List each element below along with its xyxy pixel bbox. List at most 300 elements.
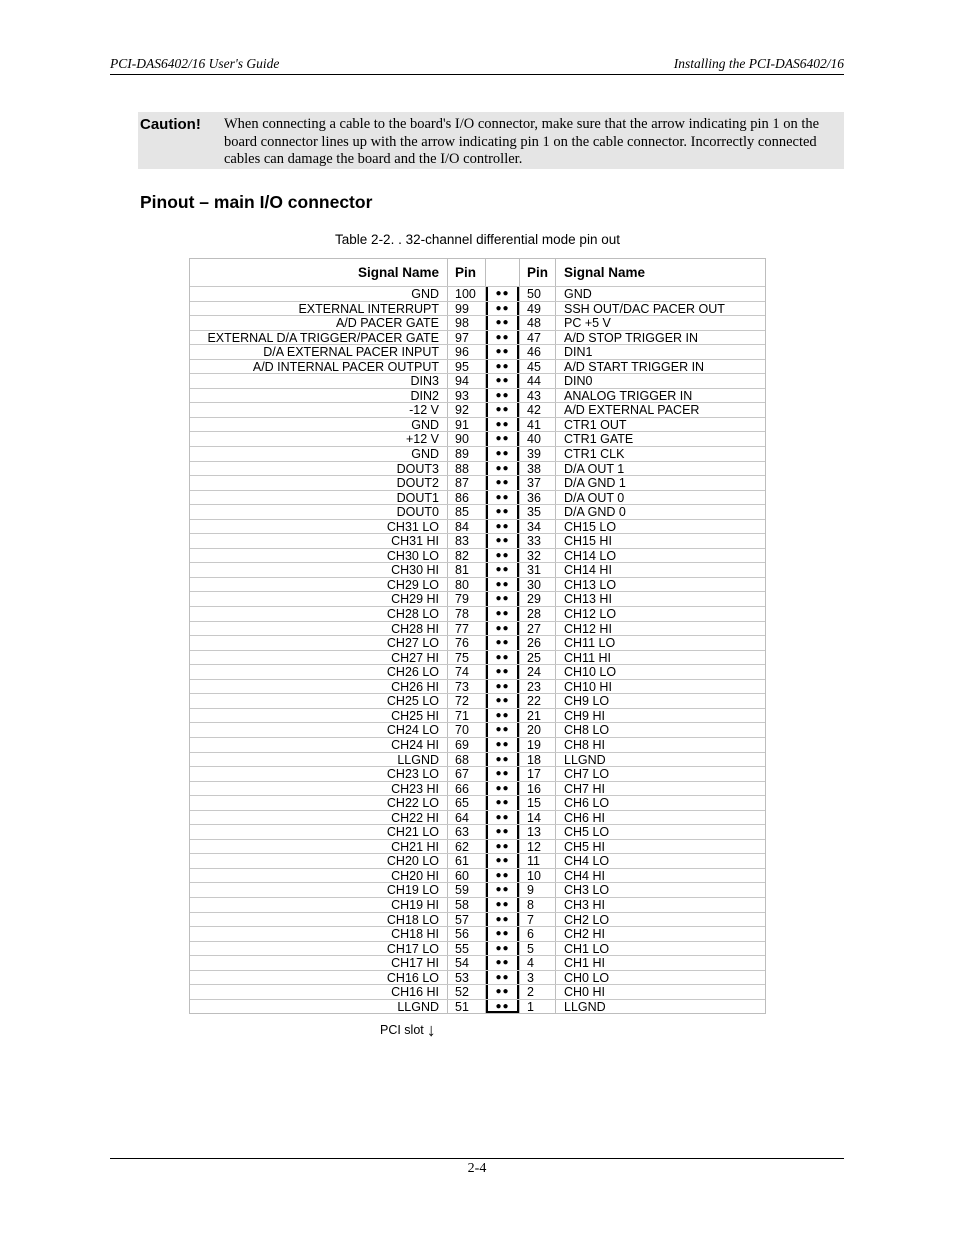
right-signal-name: CH14 LO: [564, 548, 617, 563]
left-signal-name: CH19 HI: [190, 898, 448, 912]
connector-pins-icon: ●●: [486, 723, 519, 737]
left-pin-number: 87: [448, 476, 486, 490]
left-signal-name: CH25 LO: [190, 694, 448, 708]
right-pin-number: 12: [519, 840, 556, 854]
left-signal-name: DOUT2: [190, 476, 448, 490]
left-signal-name: CH24 LO: [190, 723, 448, 737]
right-pin-number: 35: [519, 505, 556, 519]
right-pin-number: 39: [519, 447, 556, 461]
left-signal-name: CH21 LO: [190, 825, 448, 839]
connector-pins-icon: ●●: [486, 927, 519, 941]
left-signal-name: CH18 LO: [190, 913, 448, 927]
left-pin-number: 80: [448, 578, 486, 592]
right-signal-name: CH13 HI: [564, 592, 612, 607]
left-pin-number: 95: [448, 360, 486, 374]
right-signal-name: CH6 LO: [564, 796, 610, 811]
table-row: [190, 286, 765, 301]
table-row: [190, 344, 765, 359]
right-pin-number: 18: [519, 753, 556, 767]
connector-pins-icon: ●●: [486, 374, 519, 388]
connector-pins-icon: ●●: [486, 709, 519, 723]
table-row: [190, 693, 765, 708]
connector-pins-icon: ●●: [486, 287, 519, 301]
table-row: [190, 708, 765, 723]
header-right-signal: Signal Name: [564, 265, 646, 280]
connector-pins-icon: ●●: [486, 1000, 519, 1014]
left-pin-number: 57: [448, 913, 486, 927]
connector-pins-icon: ●●: [486, 651, 519, 665]
left-pin-number: 99: [448, 302, 486, 316]
right-signal-name: CTR1 OUT: [564, 417, 627, 432]
left-signal-name: LLGND: [190, 1000, 448, 1014]
connector-pins-icon: ●●: [486, 607, 519, 621]
left-signal-name: DOUT1: [190, 491, 448, 505]
table-row: [190, 562, 765, 577]
left-signal-name: CH27 HI: [190, 651, 448, 665]
header-doc-title: PCI-DAS6402/16 User's Guide: [110, 56, 280, 71]
table-row: [190, 941, 765, 956]
table-row: [190, 868, 765, 883]
right-signal-name: CH3 LO: [564, 883, 610, 898]
left-pin-number: 61: [448, 854, 486, 868]
connector-pins-icon: ●●: [486, 622, 519, 636]
right-signal-name: CH7 HI: [564, 781, 605, 796]
right-pin-number: 25: [519, 651, 556, 665]
left-pin-number: 85: [448, 505, 486, 519]
left-pin-number: 75: [448, 651, 486, 665]
connector-pins-icon: ●●: [486, 942, 519, 956]
table-row: [190, 781, 765, 796]
right-signal-name: CH10 HI: [564, 679, 612, 694]
left-signal-name: DOUT0: [190, 505, 448, 519]
right-pin-number: 38: [519, 462, 556, 476]
caution-text: When connecting a cable to the board's I/O connector, make sure that the arrow indicating pin 1 on the board connector lines up with the arrow indicating pin 1 on the cable connector. Incorrectly connected cables can damage the board and the I/O controller.: [224, 116, 820, 167]
table-row: [190, 737, 765, 752]
connector-pins-icon: ●●: [486, 898, 519, 912]
table-row: [190, 635, 765, 650]
right-pin-number: 32: [519, 549, 556, 563]
right-signal-name: CH15 HI: [564, 534, 612, 549]
right-pin-number: 28: [519, 607, 556, 621]
connector-pins-icon: ●●: [486, 883, 519, 897]
right-pin-number: 43: [519, 389, 556, 403]
connector-pins-icon: ●●: [486, 505, 519, 519]
left-signal-name: EXTERNAL INTERRUPT: [190, 302, 448, 316]
right-signal-name: LLGND: [564, 999, 606, 1014]
left-signal-name: CH17 HI: [190, 956, 448, 970]
left-signal-name: CH20 LO: [190, 854, 448, 868]
left-pin-number: 66: [448, 782, 486, 796]
table-row: [190, 519, 765, 534]
left-pin-number: 74: [448, 665, 486, 679]
connector-pins-icon: ●●: [486, 869, 519, 883]
right-signal-name: CH4 LO: [564, 854, 610, 869]
right-pin-number: 48: [519, 316, 556, 330]
right-signal-name: A/D START TRIGGER IN: [564, 359, 705, 374]
left-signal-name: LLGND: [190, 753, 448, 767]
left-signal-name: CH26 HI: [190, 680, 448, 694]
connector-pins-icon: ●●: [486, 825, 519, 839]
table-row: [190, 373, 765, 388]
header-connector: [486, 259, 519, 286]
table-row: [190, 548, 765, 563]
right-pin-number: 19: [519, 738, 556, 752]
right-pin-number: 10: [519, 869, 556, 883]
right-signal-name: D/A GND 0: [564, 505, 626, 520]
left-pin-number: 56: [448, 927, 486, 941]
right-pin-number: 36: [519, 491, 556, 505]
right-signal-name: CH14 HI: [564, 563, 612, 578]
right-signal-name: CH13 LO: [564, 577, 617, 592]
left-pin-number: 77: [448, 622, 486, 636]
header-left-pin: Pin: [448, 259, 486, 286]
right-signal-name: A/D STOP TRIGGER IN: [564, 330, 699, 345]
right-pin-number: 4: [519, 956, 556, 970]
right-pin-number: 17: [519, 767, 556, 781]
connector-pins-icon: ●●: [486, 665, 519, 679]
right-pin-number: 34: [519, 520, 556, 534]
right-pin-number: 23: [519, 680, 556, 694]
table-row: [190, 490, 765, 505]
right-signal-name: CH6 HI: [564, 810, 605, 825]
table-row: [190, 431, 765, 446]
connector-pins-icon: ●●: [486, 592, 519, 606]
left-pin-number: 76: [448, 636, 486, 650]
left-pin-number: 53: [448, 971, 486, 985]
connector-pins-icon: ●●: [486, 694, 519, 708]
connector-pins-icon: ●●: [486, 331, 519, 345]
right-pin-number: 21: [519, 709, 556, 723]
table-row: [190, 882, 765, 897]
right-pin-number: 26: [519, 636, 556, 650]
table-caption: Table 2-2. . 32-channel differential mode pin out: [335, 232, 620, 247]
left-pin-number: 58: [448, 898, 486, 912]
left-signal-name: CH22 LO: [190, 796, 448, 810]
left-pin-number: 92: [448, 403, 486, 417]
right-pin-number: 33: [519, 534, 556, 548]
left-pin-number: 55: [448, 942, 486, 956]
right-signal-name: CH15 LO: [564, 519, 617, 534]
left-pin-number: 100: [448, 287, 486, 301]
right-pin-number: 8: [519, 898, 556, 912]
left-signal-name: CH18 HI: [190, 927, 448, 941]
left-signal-name: CH31 LO: [190, 520, 448, 534]
right-pin-number: 5: [519, 942, 556, 956]
table-row: [190, 810, 765, 825]
table-row: [190, 621, 765, 636]
table-row: [190, 999, 765, 1014]
left-pin-number: 89: [448, 447, 486, 461]
left-pin-number: 94: [448, 374, 486, 388]
left-signal-name: CH19 LO: [190, 883, 448, 897]
left-signal-name: D/A EXTERNAL PACER INPUT: [190, 345, 448, 359]
left-signal-name: CH29 HI: [190, 592, 448, 606]
header-section-title: Installing the PCI-DAS6402/16: [673, 56, 844, 71]
connector-pins-icon: ●●: [486, 854, 519, 868]
right-pin-number: 14: [519, 811, 556, 825]
table-row: [190, 446, 765, 461]
connector-pins-icon: ●●: [486, 447, 519, 461]
connector-pins-icon: ●●: [486, 476, 519, 490]
right-pin-number: 44: [519, 374, 556, 388]
left-pin-number: 65: [448, 796, 486, 810]
left-signal-name: GND: [190, 418, 448, 432]
right-signal-name: CH5 LO: [564, 825, 610, 840]
right-signal-name: CH0 HI: [564, 985, 605, 1000]
header-right-pin: Pin: [519, 259, 556, 286]
left-signal-name: CH17 LO: [190, 942, 448, 956]
table-header-row: [190, 259, 765, 286]
left-signal-name: EXTERNAL D/A TRIGGER/PACER GATE: [190, 331, 448, 345]
connector-pins-icon: ●●: [486, 432, 519, 446]
table-row: [190, 912, 765, 927]
table-row: [190, 606, 765, 621]
right-pin-number: 15: [519, 796, 556, 810]
left-signal-name: CH23 HI: [190, 782, 448, 796]
caution-box: [138, 112, 844, 169]
right-pin-number: 45: [519, 360, 556, 374]
connector-pins-icon: ●●: [486, 418, 519, 432]
left-signal-name: CH25 HI: [190, 709, 448, 723]
left-signal-name: CH24 HI: [190, 738, 448, 752]
table-row: [190, 766, 765, 781]
right-pin-number: 29: [519, 592, 556, 606]
right-pin-number: 31: [519, 563, 556, 577]
table-row: [190, 679, 765, 694]
connector-pins-icon: ●●: [486, 913, 519, 927]
right-signal-name: CH12 LO: [564, 607, 617, 622]
right-pin-number: 22: [519, 694, 556, 708]
connector-pins-icon: ●●: [486, 345, 519, 359]
page-header: [110, 54, 844, 75]
connector-pins-icon: ●●: [486, 956, 519, 970]
right-pin-number: 1: [519, 1000, 556, 1014]
right-signal-name: CH8 LO: [564, 723, 610, 738]
left-signal-name: GND: [190, 287, 448, 301]
right-pin-number: 40: [519, 432, 556, 446]
right-pin-number: 9: [519, 883, 556, 897]
connector-pins-icon: ●●: [486, 360, 519, 374]
table-body: [190, 286, 765, 1013]
left-pin-number: 84: [448, 520, 486, 534]
table-row: [190, 839, 765, 854]
left-pin-number: 96: [448, 345, 486, 359]
caution-label: Caution!: [140, 116, 201, 133]
left-pin-number: 88: [448, 462, 486, 476]
left-pin-number: 72: [448, 694, 486, 708]
left-pin-number: 98: [448, 316, 486, 330]
right-pin-number: 46: [519, 345, 556, 359]
right-signal-name: CH2 HI: [564, 927, 605, 942]
pci-slot-label: PCI slot: [380, 1023, 424, 1037]
left-signal-name: A/D PACER GATE: [190, 316, 448, 330]
connector-pins-icon: ●●: [486, 767, 519, 781]
right-signal-name: CH10 LO: [564, 665, 617, 680]
table-row: [190, 359, 765, 374]
pci-slot-note: [380, 1020, 436, 1041]
table-row: [190, 388, 765, 403]
left-signal-name: CH30 LO: [190, 549, 448, 563]
right-signal-name: CH12 HI: [564, 621, 612, 636]
connector-pins-icon: ●●: [486, 738, 519, 752]
left-pin-number: 68: [448, 753, 486, 767]
right-pin-number: 24: [519, 665, 556, 679]
right-signal-name: CH4 HI: [564, 868, 605, 883]
right-signal-name: CH3 HI: [564, 897, 605, 912]
left-signal-name: CH20 HI: [190, 869, 448, 883]
right-signal-name: CH11 LO: [564, 636, 616, 651]
left-pin-number: 83: [448, 534, 486, 548]
left-signal-name: DIN2: [190, 389, 448, 403]
left-pin-number: 93: [448, 389, 486, 403]
right-pin-number: 37: [519, 476, 556, 490]
left-pin-number: 91: [448, 418, 486, 432]
right-pin-number: 42: [519, 403, 556, 417]
left-pin-number: 97: [448, 331, 486, 345]
table-row: [190, 853, 765, 868]
right-signal-name: GND: [564, 287, 592, 301]
left-signal-name: CH26 LO: [190, 665, 448, 679]
right-signal-name: CH7 LO: [564, 767, 610, 782]
left-signal-name: CH16 LO: [190, 971, 448, 985]
table-row: [190, 664, 765, 679]
right-signal-name: CH8 HI: [564, 737, 605, 752]
right-signal-name: CTR1 GATE: [564, 432, 634, 447]
left-pin-number: 81: [448, 563, 486, 577]
left-signal-name: CH28 HI: [190, 622, 448, 636]
right-pin-number: 50: [519, 287, 556, 301]
left-signal-name: A/D INTERNAL PACER OUTPUT: [190, 360, 448, 374]
arrow-down-icon: ↓: [426, 1020, 436, 1040]
table-row: [190, 533, 765, 548]
left-signal-name: DIN3: [190, 374, 448, 388]
table-row: [190, 461, 765, 476]
table-row: [190, 984, 765, 999]
right-pin-number: 7: [519, 913, 556, 927]
table-row: [190, 752, 765, 767]
table-row: [190, 402, 765, 417]
left-pin-number: 59: [448, 883, 486, 897]
table-row: [190, 824, 765, 839]
section-title: Pinout – main I/O connector: [140, 192, 373, 212]
right-signal-name: DIN0: [564, 374, 593, 389]
left-pin-number: 60: [448, 869, 486, 883]
left-signal-name: CH30 HI: [190, 563, 448, 577]
right-pin-number: 13: [519, 825, 556, 839]
left-pin-number: 78: [448, 607, 486, 621]
right-signal-name: CH1 LO: [564, 941, 610, 956]
table-row: [190, 577, 765, 592]
right-signal-name: CH11 HI: [564, 650, 612, 665]
connector-pins-icon: ●●: [486, 491, 519, 505]
left-pin-number: 82: [448, 549, 486, 563]
right-signal-name: DIN1: [564, 345, 593, 360]
right-signal-name: CTR1 CLK: [564, 447, 625, 462]
left-pin-number: 71: [448, 709, 486, 723]
connector-pins-icon: ●●: [486, 549, 519, 563]
right-pin-number: 20: [519, 723, 556, 737]
connector-pins-icon: ●●: [486, 796, 519, 810]
table-row: [190, 504, 765, 519]
left-signal-name: +12 V: [190, 432, 448, 446]
right-pin-number: 47: [519, 331, 556, 345]
right-signal-name: D/A OUT 1: [564, 461, 625, 476]
page-footer: [110, 1158, 844, 1176]
left-pin-number: 64: [448, 811, 486, 825]
right-pin-number: 30: [519, 578, 556, 592]
right-signal-name: SSH OUT/DAC PACER OUT: [564, 301, 725, 316]
right-pin-number: 11: [519, 854, 556, 868]
left-pin-number: 67: [448, 767, 486, 781]
left-signal-name: CH29 LO: [190, 578, 448, 592]
pinout-table: [189, 258, 766, 1014]
table-row: [190, 897, 765, 912]
right-signal-name: CH0 LO: [564, 970, 610, 985]
right-signal-name: CH5 HI: [564, 839, 605, 854]
left-pin-number: 73: [448, 680, 486, 694]
connector-pins-icon: ●●: [486, 985, 519, 999]
right-signal-name: CH2 LO: [564, 912, 610, 927]
right-pin-number: 16: [519, 782, 556, 796]
table-row: [190, 795, 765, 810]
right-pin-number: 27: [519, 622, 556, 636]
left-signal-name: CH22 HI: [190, 811, 448, 825]
table-row: [190, 955, 765, 970]
table-row: [190, 722, 765, 737]
connector-pins-icon: ●●: [486, 753, 519, 767]
right-pin-number: 3: [519, 971, 556, 985]
left-pin-number: 70: [448, 723, 486, 737]
connector-pins-icon: ●●: [486, 389, 519, 403]
table-row: [190, 926, 765, 941]
connector-pins-icon: ●●: [486, 302, 519, 316]
page-number: 2-4: [467, 1161, 487, 1176]
connector-pins-icon: ●●: [486, 680, 519, 694]
right-signal-name: ANALOG TRIGGER IN: [564, 388, 693, 403]
right-signal-name: D/A GND 1: [564, 476, 626, 491]
table-row: [190, 475, 765, 490]
left-pin-number: 90: [448, 432, 486, 446]
connector-pins-icon: ●●: [486, 971, 519, 985]
left-pin-number: 79: [448, 592, 486, 606]
left-signal-name: CH21 HI: [190, 840, 448, 854]
connector-pins-icon: ●●: [486, 636, 519, 650]
connector-pins-icon: ●●: [486, 534, 519, 548]
connector-pins-icon: ●●: [486, 840, 519, 854]
table-row: [190, 650, 765, 665]
left-signal-name: CH27 LO: [190, 636, 448, 650]
header-left-signal: Signal Name: [190, 259, 448, 286]
left-signal-name: CH16 HI: [190, 985, 448, 999]
connector-pins-icon: ●●: [486, 316, 519, 330]
right-signal-name: CH1 HI: [564, 956, 605, 971]
left-pin-number: 69: [448, 738, 486, 752]
right-pin-number: 6: [519, 927, 556, 941]
left-signal-name: -12 V: [190, 403, 448, 417]
table-row: [190, 330, 765, 345]
connector-pins-icon: ●●: [486, 782, 519, 796]
right-signal-name: PC +5 V: [564, 316, 611, 331]
connector-pins-icon: ●●: [486, 520, 519, 534]
right-signal-name: LLGND: [564, 752, 606, 767]
right-signal-name: CH9 HI: [564, 708, 605, 723]
left-signal-name: CH23 LO: [190, 767, 448, 781]
left-signal-name: CH28 LO: [190, 607, 448, 621]
left-pin-number: 51: [448, 1000, 486, 1014]
left-pin-number: 52: [448, 985, 486, 999]
table-row: [190, 315, 765, 330]
table-row: [190, 970, 765, 985]
